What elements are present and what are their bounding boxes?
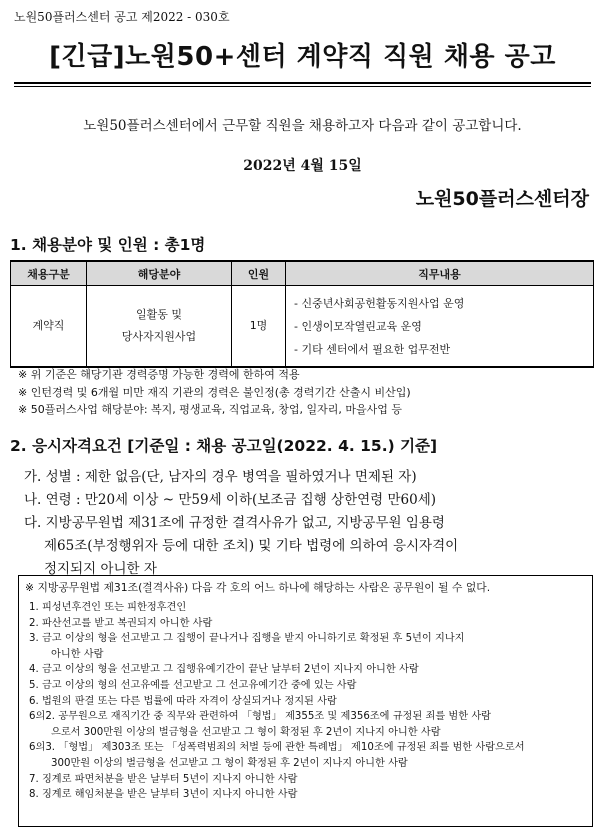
recruitment-table	[10, 260, 594, 368]
disqualification-item-continued: 300만원 이상의 벌금형을 선고받고 그 형이 확정된 후 2년이 지나지 아니한 사람	[51, 757, 408, 769]
section2-heading: 2. 응시자격요건 [기준일 : 채용 공고일(2022. 4. 15.) 기준]	[10, 437, 438, 455]
announcement-date: 2022년 4월 15일	[243, 158, 362, 174]
headcount-cell: 1명	[232, 286, 286, 368]
disqualification-item: 5. 금고 이상의 형의 선고유예를 선고받고 그 선고유예기간 중에 있는 사람	[29, 679, 357, 691]
disqualification-list	[29, 600, 525, 803]
disqualification-item-continued: 아니한 사람	[51, 648, 104, 660]
field-line: 당사자지원사업	[121, 330, 197, 343]
qualification-item: 다. 지방공무원법 제31조에 규정한 결격사유가 없고, 지방공무원 임용령	[24, 515, 445, 531]
table-header-row	[11, 261, 594, 286]
disqualification-item: 6의2. 공무원으로 재직기간 중 직무와 관련하여 「형법」 제355조 및 제356조에 규정된 죄를 범한 사람	[29, 711, 491, 723]
disqualification-item: 7. 징계로 파면처분을 받은 날부터 5년이 지나지 아니한 사람	[29, 773, 298, 785]
disqualification-item: 6의3. 「형법」 제303조 또는 「성폭력범죄의 처벌 등에 관한 특례법」 제10조에 규정된 죄를 범한 사람으로서	[29, 742, 525, 754]
table-row	[11, 286, 594, 368]
qualification-item-continued: 정지되지 아니한 자	[44, 561, 157, 577]
qualification-item: 나. 연령 : 만20세 이상 ~ 만59세 이하(보조금 집행 상한연령 만60세)	[24, 492, 437, 508]
note-item: ※ 50플러스사업 해당분야: 복지, 평생교육, 직업교육, 창업, 일자리, 마을사업 등	[18, 403, 403, 416]
disqualification-item: 2. 파산선고를 받고 복권되지 아니한 사람	[29, 617, 213, 629]
title-underline	[14, 82, 591, 87]
field-line: 일활동 및	[135, 308, 182, 321]
disqualification-item: 4. 금고 이상의 형을 선고받고 그 집행유예기간이 끝난 날부터 2년이 지나지 아니한 사람	[29, 664, 419, 676]
disqualification-item: 6. 법원의 판결 또는 다른 법률에 따라 자격이 상실되거나 정지된 사람	[29, 695, 337, 707]
section1-notes	[18, 366, 411, 419]
intro-text: 노원50플러스센터에서 근무할 직원을 채용하고자 다음과 같이 공고합니다.	[83, 118, 522, 134]
document-number: 노원50플러스센터 공고 제2022 - 030호	[14, 10, 230, 24]
qualification-item: 가. 성별 : 제한 없음(단, 남자의 경우 병역을 필하였거나 면제된 자)	[24, 469, 417, 485]
table-header: 직무내용	[286, 261, 594, 286]
field-cell	[87, 286, 232, 368]
disqualification-box	[18, 575, 593, 827]
duties-cell	[286, 286, 594, 368]
table-header: 채용구분	[11, 261, 87, 286]
note-item: ※ 위 기준은 해당기관 경력증명 가능한 경력에 한하여 적용	[18, 368, 300, 381]
table-header: 인원	[232, 261, 286, 286]
disqualification-item: 3. 금고 이상의 형을 선고받고 그 집행이 끝나거나 집행을 받지 아니하기로 확정된 후 5년이 지나지	[29, 633, 465, 645]
disqualification-item: 1. 피성년후견인 또는 피한정후견인	[29, 602, 187, 613]
note-item: ※ 인턴경력 및 6개월 미만 재직 기관의 경력은 불인정(총 경력기간 산출시 비산입)	[18, 385, 411, 399]
section1-heading: 1. 채용분야 및 인원 : 총1명	[10, 236, 206, 254]
disqualification-item: 8. 징계로 해임처분을 받은 날부터 3년이 지나지 아니한 사람	[29, 789, 298, 801]
disqualification-item-continued: 으로서 300만원 이상의 벌금형을 선고받고 그 형이 확정된 후 2년이 지나지 아니한 사람	[51, 726, 441, 738]
employment-type-cell: 계약직	[11, 286, 87, 368]
duty-item: - 신중년사회공헌활동지원사업 운영	[294, 296, 465, 310]
disqualification-heading: ※ 지방공무원법 제31조(결격사유) 다음 각 호의 어느 하나에 해당하는 사람은 공무원이 될 수 없다.	[25, 581, 491, 594]
duty-item: - 인생이모작열린교육 운영	[294, 319, 422, 333]
qualification-list	[24, 466, 458, 581]
duty-item: - 기타 센터에서 필요한 업무전반	[294, 342, 451, 356]
page-title: [긴급]노원50+센터 계약직 직원 채용 공고	[49, 42, 556, 72]
table-header: 해당분야	[87, 261, 232, 286]
qualification-item-continued: 제65조(부정행위자 등에 대한 조치) 및 기타 법령에 의하여 응시자격이	[44, 538, 459, 554]
signer: 노원50플러스센터장	[415, 188, 589, 210]
